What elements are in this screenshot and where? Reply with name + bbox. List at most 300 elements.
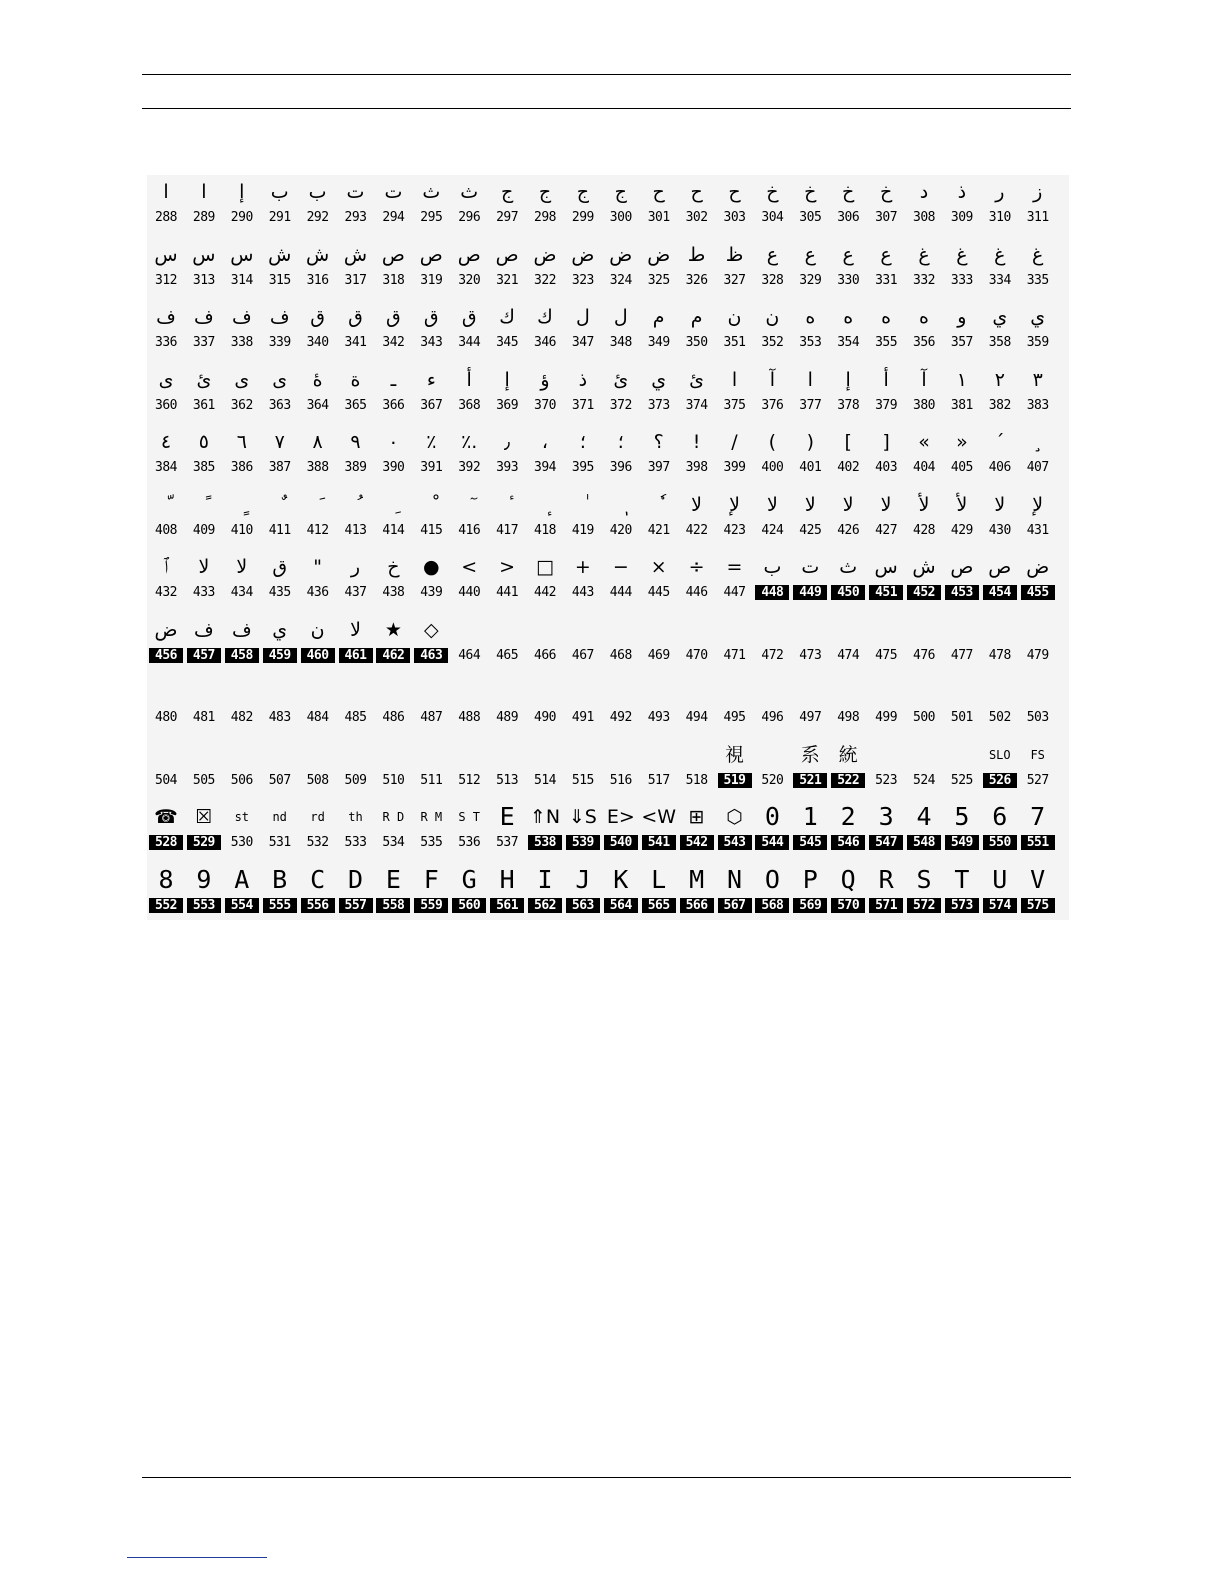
char-glyph: ر	[995, 181, 1005, 203]
char-code: 401	[799, 460, 822, 475]
char-glyph: ÷	[688, 556, 705, 578]
char-cell	[905, 738, 943, 800]
char-code: 360	[155, 397, 177, 413]
char-code: 557	[339, 898, 373, 913]
char-cell	[526, 613, 564, 675]
char-glyph: ف	[156, 306, 176, 328]
char-cell	[526, 675, 564, 737]
char-glyph	[488, 490, 526, 520]
char-cell	[488, 800, 526, 862]
char-cell	[602, 238, 640, 300]
char-cell	[943, 613, 981, 675]
char-glyph	[564, 615, 602, 645]
char-code: 364	[306, 397, 329, 413]
char-cell	[867, 488, 905, 550]
char-glyph: 5	[954, 802, 970, 831]
char-cell	[185, 550, 223, 612]
char-glyph: ج	[538, 181, 552, 203]
char-glyph: ۀ	[312, 368, 323, 391]
char-cell	[261, 425, 299, 487]
char-cell	[337, 675, 375, 737]
char-code: 324	[609, 272, 632, 288]
char-code: 431	[1026, 522, 1049, 538]
char-cell	[716, 863, 754, 925]
char-glyph: ⇑N	[529, 806, 561, 828]
char-glyph: 3	[878, 802, 894, 831]
char-code: 375	[723, 397, 746, 413]
char-glyph: ك	[537, 306, 553, 328]
char-cell	[450, 675, 488, 737]
char-cell	[488, 363, 526, 425]
char-code: 402	[837, 460, 860, 475]
char-glyph: R	[878, 864, 894, 894]
char-code: 544	[755, 835, 789, 850]
char-code: 508	[306, 772, 329, 788]
char-code: 412	[306, 522, 329, 538]
char-glyph: ⇓S	[568, 806, 597, 828]
char-glyph: ١	[956, 368, 967, 391]
char-code: 502	[988, 710, 1011, 725]
char-glyph: ل	[575, 306, 590, 328]
char-cell	[981, 675, 1019, 737]
char-glyph	[299, 740, 337, 770]
char-cell	[374, 425, 412, 487]
char-cell	[526, 800, 564, 862]
char-cell	[753, 863, 791, 925]
char-glyph: ش	[268, 243, 292, 266]
char-cell	[905, 300, 943, 362]
char-cell	[526, 238, 564, 300]
char-code: 506	[230, 772, 253, 788]
char-glyph	[337, 740, 375, 770]
char-code: 550	[983, 835, 1017, 850]
char-code: 542	[680, 835, 714, 850]
char-code: 301	[647, 210, 670, 225]
table-row	[147, 863, 1069, 925]
char-glyph: ق	[386, 306, 401, 328]
char-cell	[412, 613, 450, 675]
char-code: 291	[268, 210, 291, 225]
char-glyph: ك	[499, 306, 515, 328]
char-glyph: ش	[305, 243, 330, 266]
char-cell	[716, 613, 754, 675]
char-glyph: ٪.	[461, 431, 478, 453]
char-cell	[678, 550, 716, 612]
char-code: 495	[723, 710, 746, 725]
char-code: 559	[414, 898, 448, 913]
char-glyph: 1	[802, 802, 818, 831]
char-glyph: ض	[647, 243, 671, 266]
char-glyph: ع	[766, 243, 779, 266]
char-glyph: 4	[916, 802, 932, 831]
char-code: 352	[761, 335, 784, 350]
char-glyph: H	[499, 864, 515, 894]
char-code: 518	[685, 772, 708, 788]
char-glyph: م	[690, 306, 703, 328]
table-row	[147, 363, 1069, 425]
char-code: 319	[420, 272, 443, 288]
char-cell	[412, 363, 450, 425]
char-glyph: لا	[236, 556, 248, 578]
char-glyph: K	[613, 864, 629, 894]
char-cell	[147, 300, 185, 362]
char-cell	[564, 800, 602, 862]
char-cell	[526, 300, 564, 362]
char-glyph	[185, 740, 223, 770]
char-cell	[147, 238, 185, 300]
char-glyph: ز	[1033, 181, 1043, 203]
char-cell	[299, 800, 337, 862]
char-code: 318	[382, 272, 405, 288]
char-cell	[564, 425, 602, 487]
char-glyph	[640, 677, 678, 707]
char-code: 293	[344, 210, 367, 225]
char-code: 331	[875, 272, 898, 288]
char-glyph: ج	[576, 181, 590, 203]
char-cell	[640, 863, 678, 925]
char-glyph: ئ	[196, 368, 212, 391]
char-cell	[185, 863, 223, 925]
char-code: 376	[761, 397, 784, 413]
char-cell	[640, 675, 678, 737]
char-code: 419	[571, 522, 594, 538]
char-cell	[867, 800, 905, 862]
char-cell	[147, 488, 185, 550]
char-code: 460	[301, 648, 335, 663]
char-cell	[716, 363, 754, 425]
char-code: 548	[907, 835, 941, 850]
char-cell	[791, 238, 829, 300]
char-glyph: س	[192, 243, 216, 266]
char-glyph: ´	[995, 431, 1005, 453]
char-code: 365	[344, 397, 367, 413]
char-cell	[261, 738, 299, 800]
char-cell	[602, 613, 640, 675]
char-glyph	[829, 677, 867, 707]
char-glyph: غ	[918, 243, 930, 266]
char-code: 310	[988, 210, 1011, 225]
char-code: 306	[837, 210, 860, 225]
char-code: 399	[723, 460, 746, 475]
char-code: 575	[1021, 898, 1055, 913]
char-cell	[829, 175, 867, 237]
char-code: 461	[339, 648, 373, 663]
char-glyph	[450, 615, 488, 645]
char-code: 509	[344, 772, 367, 788]
char-cell	[564, 550, 602, 612]
char-code: 372	[609, 397, 632, 413]
char-code: 296	[458, 210, 481, 225]
char-code: 317	[344, 272, 367, 288]
char-glyph: ي	[1030, 306, 1046, 328]
char-cell	[299, 550, 337, 612]
char-cell	[374, 738, 412, 800]
char-code: 303	[723, 210, 746, 225]
char-cell	[1019, 238, 1057, 300]
char-code: 531	[268, 835, 291, 850]
char-cell	[829, 238, 867, 300]
char-cell	[791, 488, 829, 550]
char-cell	[943, 675, 981, 737]
char-glyph: لا	[804, 493, 816, 516]
char-code: 379	[875, 397, 898, 413]
char-glyph: ل	[613, 306, 628, 328]
char-cell	[829, 363, 867, 425]
char-code: 497	[799, 710, 822, 725]
char-cell	[1019, 425, 1057, 487]
char-glyph: ٪	[426, 431, 437, 453]
char-glyph	[716, 615, 754, 645]
char-glyph: ش	[912, 556, 936, 578]
char-glyph	[374, 740, 412, 770]
char-code: 505	[192, 772, 215, 788]
char-code: 398	[685, 460, 708, 475]
char-glyph: «	[918, 431, 930, 453]
char-cell	[337, 300, 375, 362]
char-glyph: R D	[382, 810, 405, 824]
char-code: 371	[571, 397, 594, 413]
char-glyph: ب	[308, 181, 327, 203]
char-cell	[753, 175, 791, 237]
char-glyph: و	[957, 306, 967, 328]
char-cell	[640, 613, 678, 675]
char-code: 457	[187, 648, 221, 663]
char-glyph: ٦	[236, 431, 247, 453]
char-cell	[337, 863, 375, 925]
char-glyph	[905, 677, 943, 707]
char-code: 417	[496, 522, 519, 538]
char-code: 339	[268, 335, 291, 350]
char-code: 546	[831, 835, 865, 850]
char-cell	[829, 488, 867, 550]
char-cell	[981, 488, 1019, 550]
char-cell	[1019, 863, 1057, 925]
char-cell	[223, 675, 261, 737]
char-cell	[867, 550, 905, 612]
char-glyph	[412, 490, 450, 520]
char-cell	[981, 613, 1019, 675]
char-cell	[337, 175, 375, 237]
char-code: 442	[534, 585, 556, 600]
char-cell	[753, 300, 791, 362]
char-cell	[829, 675, 867, 737]
char-cell	[640, 238, 678, 300]
char-cell	[943, 425, 981, 487]
char-glyph: Q	[840, 864, 856, 894]
char-code: 429	[950, 522, 973, 538]
char-glyph	[299, 490, 337, 520]
char-glyph: ث	[839, 556, 858, 578]
char-glyph: ٣	[1032, 368, 1043, 391]
char-code: 566	[680, 898, 714, 913]
char-glyph: ح	[728, 181, 741, 203]
char-code: 400	[761, 460, 784, 475]
char-glyph: ع	[880, 243, 892, 266]
char-code: 374	[685, 397, 708, 413]
char-glyph: ]	[882, 431, 890, 453]
char-glyph: ا	[807, 368, 813, 391]
char-code: 336	[155, 335, 177, 350]
char-cell	[337, 488, 375, 550]
char-glyph: إ	[845, 368, 851, 391]
char-code: 478	[988, 647, 1011, 663]
char-code: 348	[609, 335, 632, 350]
char-glyph: B	[272, 864, 288, 894]
char-glyph	[753, 677, 791, 707]
char-cell	[753, 613, 791, 675]
char-cell	[147, 863, 185, 925]
char-cell	[1019, 300, 1057, 362]
char-glyph: !	[692, 431, 701, 453]
char-cell	[564, 613, 602, 675]
char-cell	[640, 550, 678, 612]
char-cell	[905, 488, 943, 550]
char-code: 564	[604, 898, 638, 913]
char-code: 554	[225, 898, 259, 913]
char-code: 415	[420, 522, 443, 538]
char-cell	[905, 613, 943, 675]
char-glyph: ا	[201, 181, 207, 203]
char-cell	[981, 738, 1019, 800]
char-glyph: "	[313, 556, 322, 578]
char-glyph: +	[574, 556, 591, 578]
char-glyph: أ	[883, 368, 889, 391]
char-glyph	[640, 615, 678, 645]
char-glyph	[867, 677, 905, 707]
char-glyph: س	[154, 243, 178, 266]
char-glyph: لا	[842, 493, 854, 516]
char-cell	[147, 425, 185, 487]
char-cell	[943, 238, 981, 300]
table-row	[147, 675, 1069, 737]
char-cell	[261, 175, 299, 237]
char-glyph	[147, 490, 185, 520]
char-glyph: 2	[840, 802, 856, 831]
character-code-table	[147, 175, 1069, 920]
char-code: 493	[647, 710, 670, 725]
char-code: 433	[192, 585, 215, 600]
char-cell	[261, 675, 299, 737]
char-code: 488	[458, 710, 481, 725]
char-glyph: F	[423, 864, 439, 894]
char-cell	[223, 425, 261, 487]
char-glyph: ٩	[350, 431, 361, 453]
char-code: 572	[907, 898, 941, 913]
char-cell	[867, 425, 905, 487]
char-glyph	[337, 677, 375, 707]
char-glyph: غ	[956, 243, 968, 266]
char-code: 321	[496, 272, 519, 288]
char-glyph: ـ	[390, 368, 397, 391]
char-code: 349	[647, 335, 670, 350]
char-code: 383	[1026, 397, 1049, 413]
char-cell	[223, 863, 261, 925]
char-code: 469	[647, 647, 670, 663]
char-code: 355	[875, 335, 898, 350]
char-code: 468	[609, 647, 632, 663]
char-cell	[299, 738, 337, 800]
char-cell	[829, 738, 867, 800]
char-code: 504	[155, 772, 177, 788]
char-glyph: ض	[609, 243, 633, 266]
char-code: 512	[458, 772, 481, 788]
char-glyph	[602, 677, 640, 707]
char-code: 411	[268, 522, 291, 538]
char-cell	[981, 175, 1019, 237]
footnote-rule	[127, 1557, 267, 1558]
char-glyph: E	[499, 802, 515, 831]
char-cell	[412, 738, 450, 800]
char-glyph: L	[651, 864, 667, 894]
char-cell	[867, 863, 905, 925]
char-glyph	[488, 615, 526, 645]
char-glyph: ذ	[578, 368, 588, 391]
char-code: 338	[230, 335, 253, 350]
char-glyph: nd	[272, 810, 287, 824]
char-code: 394	[534, 460, 556, 475]
char-cell	[450, 238, 488, 300]
char-code: 377	[799, 397, 822, 413]
char-code: 466	[534, 647, 556, 663]
char-glyph: ف	[269, 306, 290, 328]
char-glyph: −	[612, 556, 629, 578]
char-code: 524	[913, 772, 935, 788]
char-code: 449	[793, 585, 827, 600]
char-code: 534	[382, 835, 405, 850]
char-glyph: S	[916, 864, 932, 894]
char-code: 543	[718, 835, 752, 850]
char-glyph: ه	[919, 306, 929, 328]
char-cell	[1019, 363, 1057, 425]
char-cell	[943, 488, 981, 550]
char-cell	[185, 425, 223, 487]
char-code: 385	[192, 460, 215, 475]
char-cell	[943, 863, 981, 925]
char-glyph: ي	[272, 618, 288, 641]
char-cell	[412, 488, 450, 550]
char-code: 440	[458, 585, 481, 600]
char-cell	[1019, 675, 1057, 737]
char-code: 535	[420, 835, 443, 850]
char-glyph: D	[347, 864, 364, 894]
char-code: 484	[306, 710, 329, 725]
char-cell	[147, 613, 185, 675]
char-cell	[678, 738, 716, 800]
char-cell	[450, 300, 488, 362]
char-glyph: ﺭ	[350, 556, 361, 578]
char-code: 424	[761, 522, 784, 538]
char-code: 421	[647, 522, 670, 538]
char-cell	[337, 238, 375, 300]
char-code: 299	[571, 210, 594, 225]
char-cell	[147, 363, 185, 425]
char-glyph	[526, 740, 564, 770]
char-code: 342	[382, 335, 405, 350]
char-cell	[640, 300, 678, 362]
char-glyph: rd	[310, 810, 325, 824]
char-glyph: ف	[231, 618, 252, 641]
char-code: 389	[344, 460, 367, 475]
char-glyph	[564, 677, 602, 707]
char-code: 290	[230, 210, 253, 225]
char-cell	[450, 425, 488, 487]
char-glyph: إ	[239, 181, 245, 203]
char-cell	[412, 800, 450, 862]
table-row	[147, 550, 1069, 612]
char-code: 472	[761, 647, 784, 663]
char-glyph	[488, 740, 526, 770]
char-glyph: ض	[1026, 556, 1050, 578]
